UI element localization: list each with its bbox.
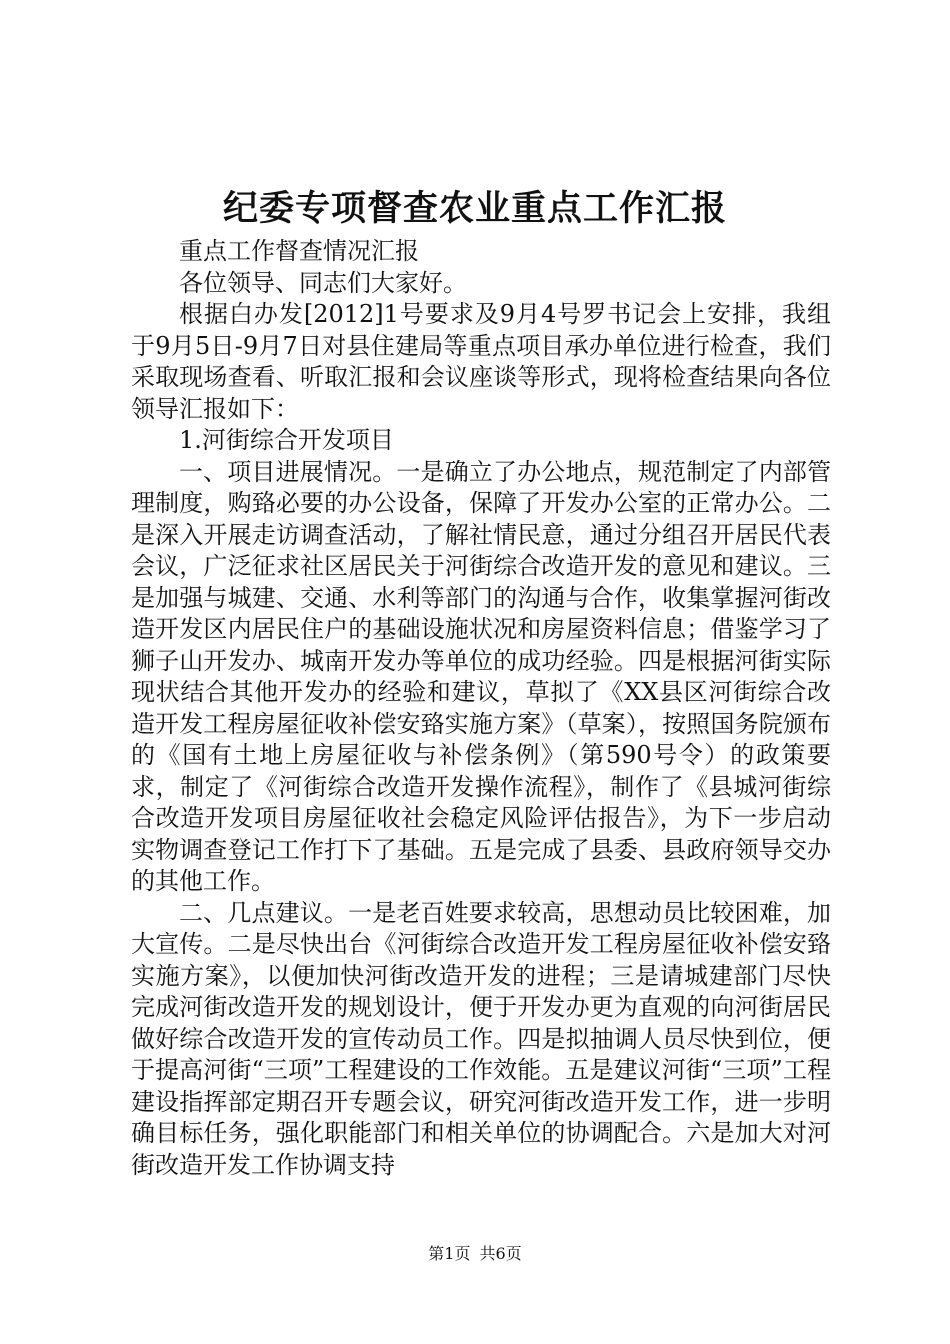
document-body	[131, 236, 831, 1181]
paragraph-greeting: 各位领导、同志们大家好。	[179, 268, 467, 297]
paragraph-progress: 一、项目进展情况。一是确立了办公地点，规范制定了内部管理制度，购臵必要的办公设备，保障了开发办公室的正常办公。二是深入开展走访调查活动，了解社情民意，通过分组召开居民代表会议，广泛征求社区居民关于河街综合改造开发的意见和建议。三是加强与城建、交通、水利等部门的沟通与合作，收集掌握河街改造开发区内居民住户的基础设施状况和房屋资料信息；借鉴学习了狮子山开发办、城南开发办等单位的成功经验。四是根据河街实际现状结合其他开发办的经验和建议，草拟了《XX县区河街综合改造开发工程房屋征收补偿安臵实施方案》（草案），按照国务院颁布的《国有土地上房屋征收与补偿条例》（第590号令）的政策要求，制定了《河街综合改造开发操作流程》，制作了《县城河街综合改造开发项目房屋征收社会稳定风险评估报告》，为下一步启动实物调查登记工作打下了基础。五是完成了县委、县政府领导交办的其他工作。	[131, 457, 831, 895]
document-title: 纪委专项督查农业重点工作汇报	[222, 188, 727, 229]
paragraph-suggestions: 二、几点建议。一是老百姓要求较高，思想动员比较困难，加大宣传。二是尽快出台《河街综合改造开发工程房屋征收补偿安臵实施方案》，以便加快河街改造开发的进程；三是请城建部门尽快完成河街改造开发的规划设计，便于开发办更为直观的向河街居民做好综合改造开发的宣传动员工作。四是拟抽调人员尽快到位，便于提高河街“三项”工程建设的工作效能。五是建议河街“三项”工程建设指挥部定期召开专题会议，研究河街改造开发工作，进一步明确目标任务，强化职能部门和相关单位的协调配合。六是加大对河街改造开发工作协调支持	[131, 898, 831, 1179]
page-total: 共6页	[479, 1244, 522, 1263]
paragraph-intro: 根据白办发[2012]1号要求及9月4号罗书记会上安排，我组于9月5日-9月7日对县住建局等重点项目承办单位进行检查，我们采取现场查看、听取汇报和会议座谈等形式，现将检查结果向各位领导汇报如下：	[131, 300, 831, 423]
page-number: 第1页	[428, 1244, 471, 1263]
page-footer	[0, 1243, 950, 1265]
paragraph-section-heading: 1.河街综合开发项目	[179, 426, 394, 454]
paragraph-subtitle: 重点工作督查情况汇报	[179, 237, 419, 265]
